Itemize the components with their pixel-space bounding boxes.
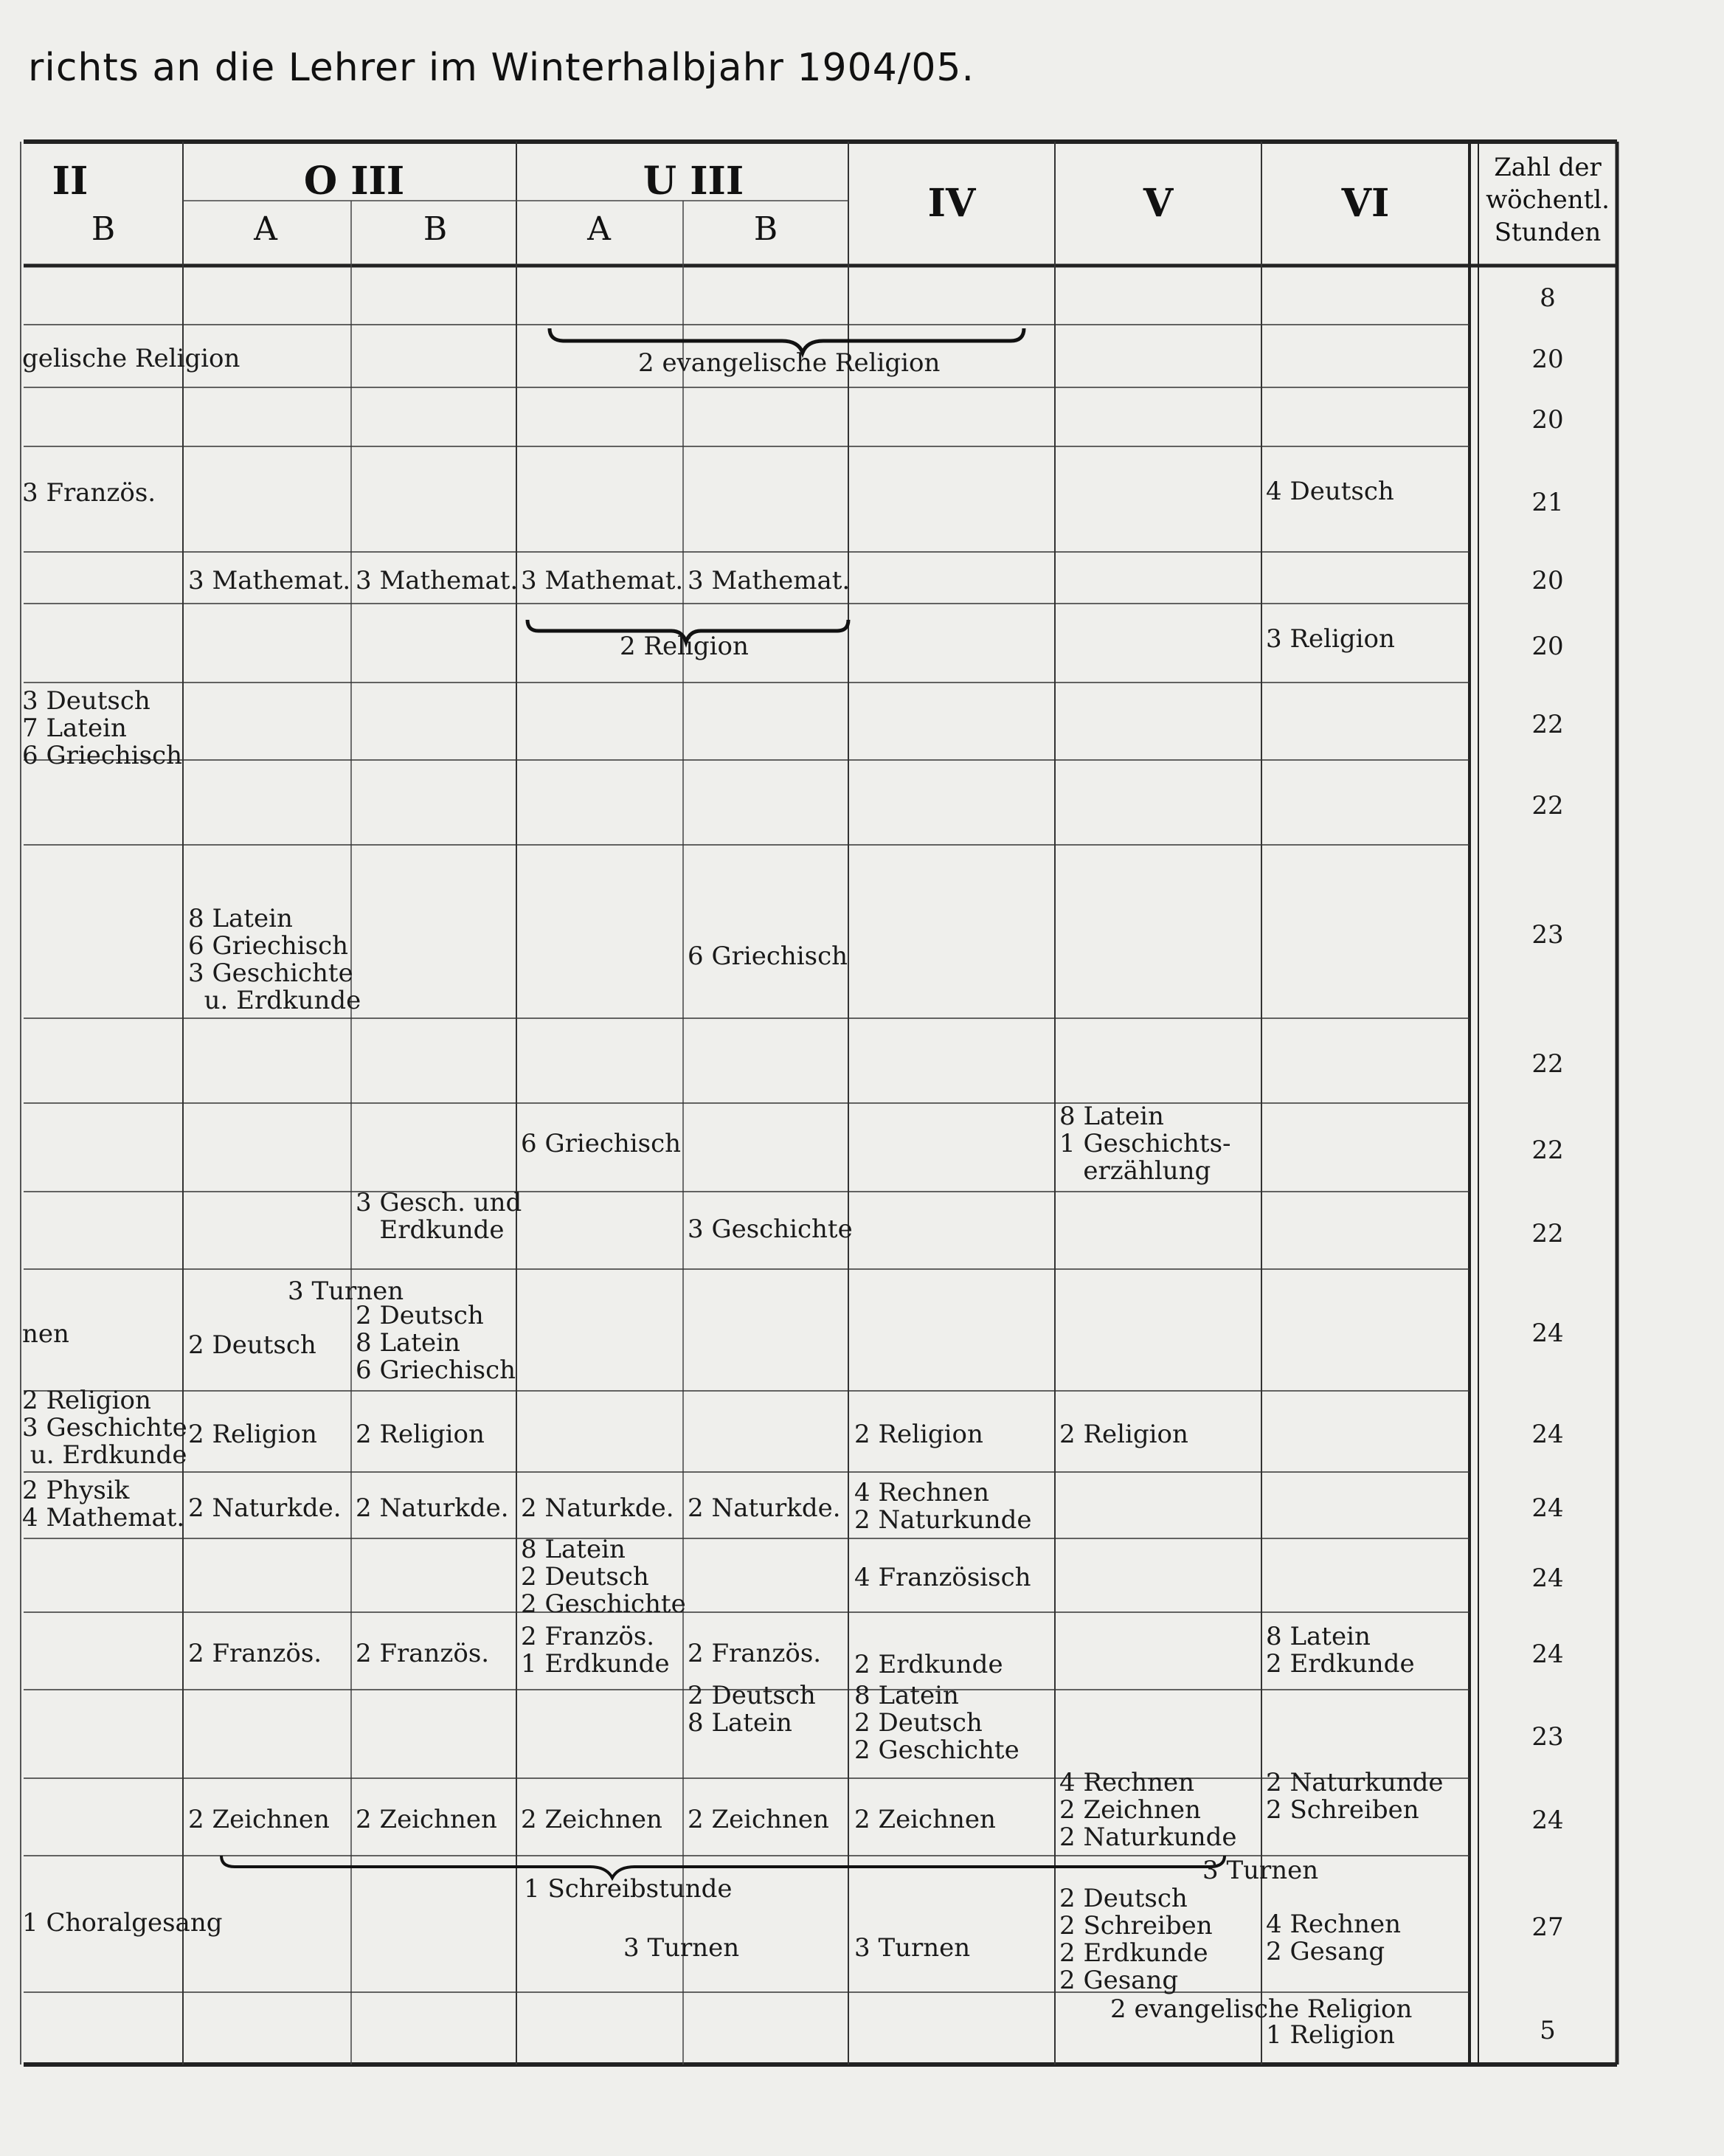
table-cell-iib-r1: gelische Religion [22, 344, 240, 373]
table-cell-vi-r19: 4 Rechnen 2 Gesang [1266, 1910, 1402, 1966]
hours-total-r4: 20 [1531, 566, 1564, 595]
table-cell-uiii_rel-r5: 2 Religion [620, 632, 749, 661]
header-uiii-a: A [587, 210, 611, 248]
table-cell-oiiia-r4: 3 Mathemat. [188, 566, 351, 595]
table-cell-oiiib-r11: 3 Gesch. und Erdkunde [356, 1188, 522, 1245]
header-oiii: O III [303, 159, 405, 204]
hours-total-r7: 22 [1531, 791, 1564, 820]
table-cell-v-r18: 4 Rechnen 2 Zeichnen 2 Naturkunde [1059, 1768, 1237, 1852]
table-cell-oiiib-r12: 2 Deutsch 8 Latein 6 Griechisch [356, 1301, 516, 1385]
table-cell-iv-r15: 4 Französisch [854, 1563, 1031, 1592]
table-cell-iib-r12: nen [22, 1319, 69, 1349]
table-cell-iv-r16: 2 Erdkunde [854, 1650, 1003, 1679]
table-cell-uiiib-r11: 3 Geschichte [688, 1215, 853, 1244]
table-cell-oiiia-r12: 2 Deutsch [188, 1330, 316, 1360]
table-cell-oiiia-r13: 2 Religion [188, 1420, 317, 1449]
table-cell-v_rel-r20: 2 evangelische Religion [1110, 1994, 1413, 2024]
hours-total-r13: 24 [1531, 1420, 1564, 1449]
table-cell-uiiib-r4: 3 Mathemat. [688, 566, 851, 595]
hours-total-r10: 22 [1531, 1136, 1564, 1165]
table-cell-vi-r20: 1 Religion [1266, 2020, 1395, 2050]
table-cell-iib-r13: 2 Religion 3 Geschichte u. Erdkunde [22, 1386, 187, 1470]
header-uiii-b: B [753, 210, 778, 248]
table-cell-vi-r18: 2 Naturkunde 2 Schreiben [1266, 1768, 1444, 1825]
table-cell-uiiia-r10: 6 Griechisch [521, 1129, 682, 1158]
hours-total-r18: 24 [1531, 1806, 1564, 1835]
hours-total-r12: 24 [1531, 1319, 1564, 1348]
hours-total-r11: 22 [1531, 1219, 1564, 1248]
table-cell-oiiib-r16: 2 Französ. [356, 1639, 490, 1668]
table-cell-schreib-r19: 1 Schreibstunde [524, 1874, 733, 1904]
header-ii-b: B [91, 210, 116, 248]
table-cell-v-r10: 8 Latein 1 Geschichts- erzählung [1059, 1102, 1231, 1186]
header-oiii-b: B [423, 210, 448, 248]
hours-total-r1: 20 [1531, 345, 1564, 374]
table-cell-vi-r5: 3 Religion [1266, 624, 1395, 654]
table-cell-uiiib-r16: 2 Französ. [688, 1639, 822, 1668]
table-cell-oiiia-r18: 2 Zeichnen [188, 1805, 330, 1834]
table-cell-oiiia-r14: 2 Naturkde. [188, 1493, 342, 1523]
hours-total-r16: 24 [1531, 1640, 1564, 1669]
table-cell-vi-r16: 8 Latein 2 Erdkunde [1266, 1622, 1415, 1679]
table-cell-oiiia-r16: 2 Französ. [188, 1639, 322, 1668]
table-cell-uiii_turn-r19: 3 Turnen [623, 1933, 740, 1963]
table-cell-iv-r19: 3 Turnen [854, 1933, 971, 1963]
table-cell-uiiia-r14: 2 Naturkde. [521, 1493, 674, 1523]
table-cell-uiii_span-r1: 2 evangelische Religion [638, 348, 941, 378]
table-cell-vi-r3: 4 Deutsch [1266, 477, 1394, 506]
table-cell-iv-r13: 2 Religion [854, 1420, 983, 1449]
table-cell-iv-r18: 2 Zeichnen [854, 1805, 996, 1834]
hours-total-r3: 21 [1531, 488, 1564, 517]
header-iv: IV [927, 181, 976, 226]
hours-total-r20: 5 [1540, 2016, 1556, 2045]
header-v: V [1143, 181, 1174, 226]
table-cell-oiiib-r13: 2 Religion [356, 1420, 485, 1449]
table-cell-v-r13: 2 Religion [1059, 1420, 1188, 1449]
table-cell-uiiib-r14: 2 Naturkde. [688, 1493, 841, 1523]
hours-total-r0: 8 [1540, 283, 1556, 313]
table-cell-uiiib-r17: 2 Deutsch 8 Latein [688, 1681, 816, 1738]
page-title: richts an die Lehrer im Winterhalbjahr 1904/05. [28, 46, 975, 90]
table-cell-oiii_turn-r12: 3 Turnen [288, 1276, 404, 1306]
table-cell-iv-r14: 4 Rechnen 2 Naturkunde [854, 1478, 1032, 1535]
table-cell-iib-r14: 2 Physik 4 Mathemat. [22, 1476, 185, 1533]
hours-total-r15: 24 [1531, 1564, 1564, 1593]
table-cell-uiiib-r8: 6 Griechisch [688, 941, 848, 971]
table-cell-iib-r3: 3 Französ. [22, 478, 156, 508]
table-cell-oiiib-r14: 2 Naturkde. [356, 1493, 509, 1523]
hours-total-r17: 23 [1531, 1722, 1564, 1752]
header-vi: VI [1341, 181, 1390, 226]
header-oiii-a: A [254, 210, 277, 248]
table-cell-oiiia-r8: 8 Latein 6 Griechisch 3 Geschichte u. Erdkunde [188, 904, 361, 1015]
table-cell-iib-r6: 3 Deutsch 7 Latein 6 Griechisch [22, 686, 183, 770]
hours-total-r19: 27 [1531, 1913, 1564, 1942]
hours-total-r6: 22 [1531, 710, 1564, 739]
table-cell-oiiib-r18: 2 Zeichnen [356, 1805, 497, 1834]
hours-total-r9: 22 [1531, 1049, 1564, 1079]
hours-total-r14: 24 [1531, 1493, 1564, 1523]
table-cell-iib-r19: 1 Choralgesang [22, 1908, 223, 1938]
table-cell-uiiia-r16: 2 Französ. 1 Erdkunde [521, 1622, 670, 1679]
table-cell-uiiib-r18: 2 Zeichnen [688, 1805, 829, 1834]
header-ii: II [52, 159, 89, 204]
hours-total-r5: 20 [1531, 632, 1564, 661]
table-cell-uiiia-r4: 3 Mathemat. [521, 566, 684, 595]
table-cell-uiiia-r15: 8 Latein 2 Deutsch 2 Geschichte [521, 1535, 686, 1619]
table-cell-oiiib-r4: 3 Mathemat. [356, 566, 519, 595]
table-cell-uiiia-r18: 2 Zeichnen [521, 1805, 662, 1834]
table-cell-v-r19: 2 Deutsch 2 Schreiben 2 Erdkunde 2 Gesang [1059, 1884, 1213, 1995]
table-cell-iv-r17: 8 Latein 2 Deutsch 2 Geschichte [854, 1681, 1019, 1765]
header-uiii: U III [643, 159, 744, 204]
hours-total-r2: 20 [1531, 405, 1564, 435]
header-hours: Zahl der wöchentl. Stunden [1486, 153, 1610, 247]
hours-total-r8: 23 [1531, 920, 1564, 950]
table-cell-v_turn-r19: 3 Turnen [1202, 1856, 1319, 1885]
